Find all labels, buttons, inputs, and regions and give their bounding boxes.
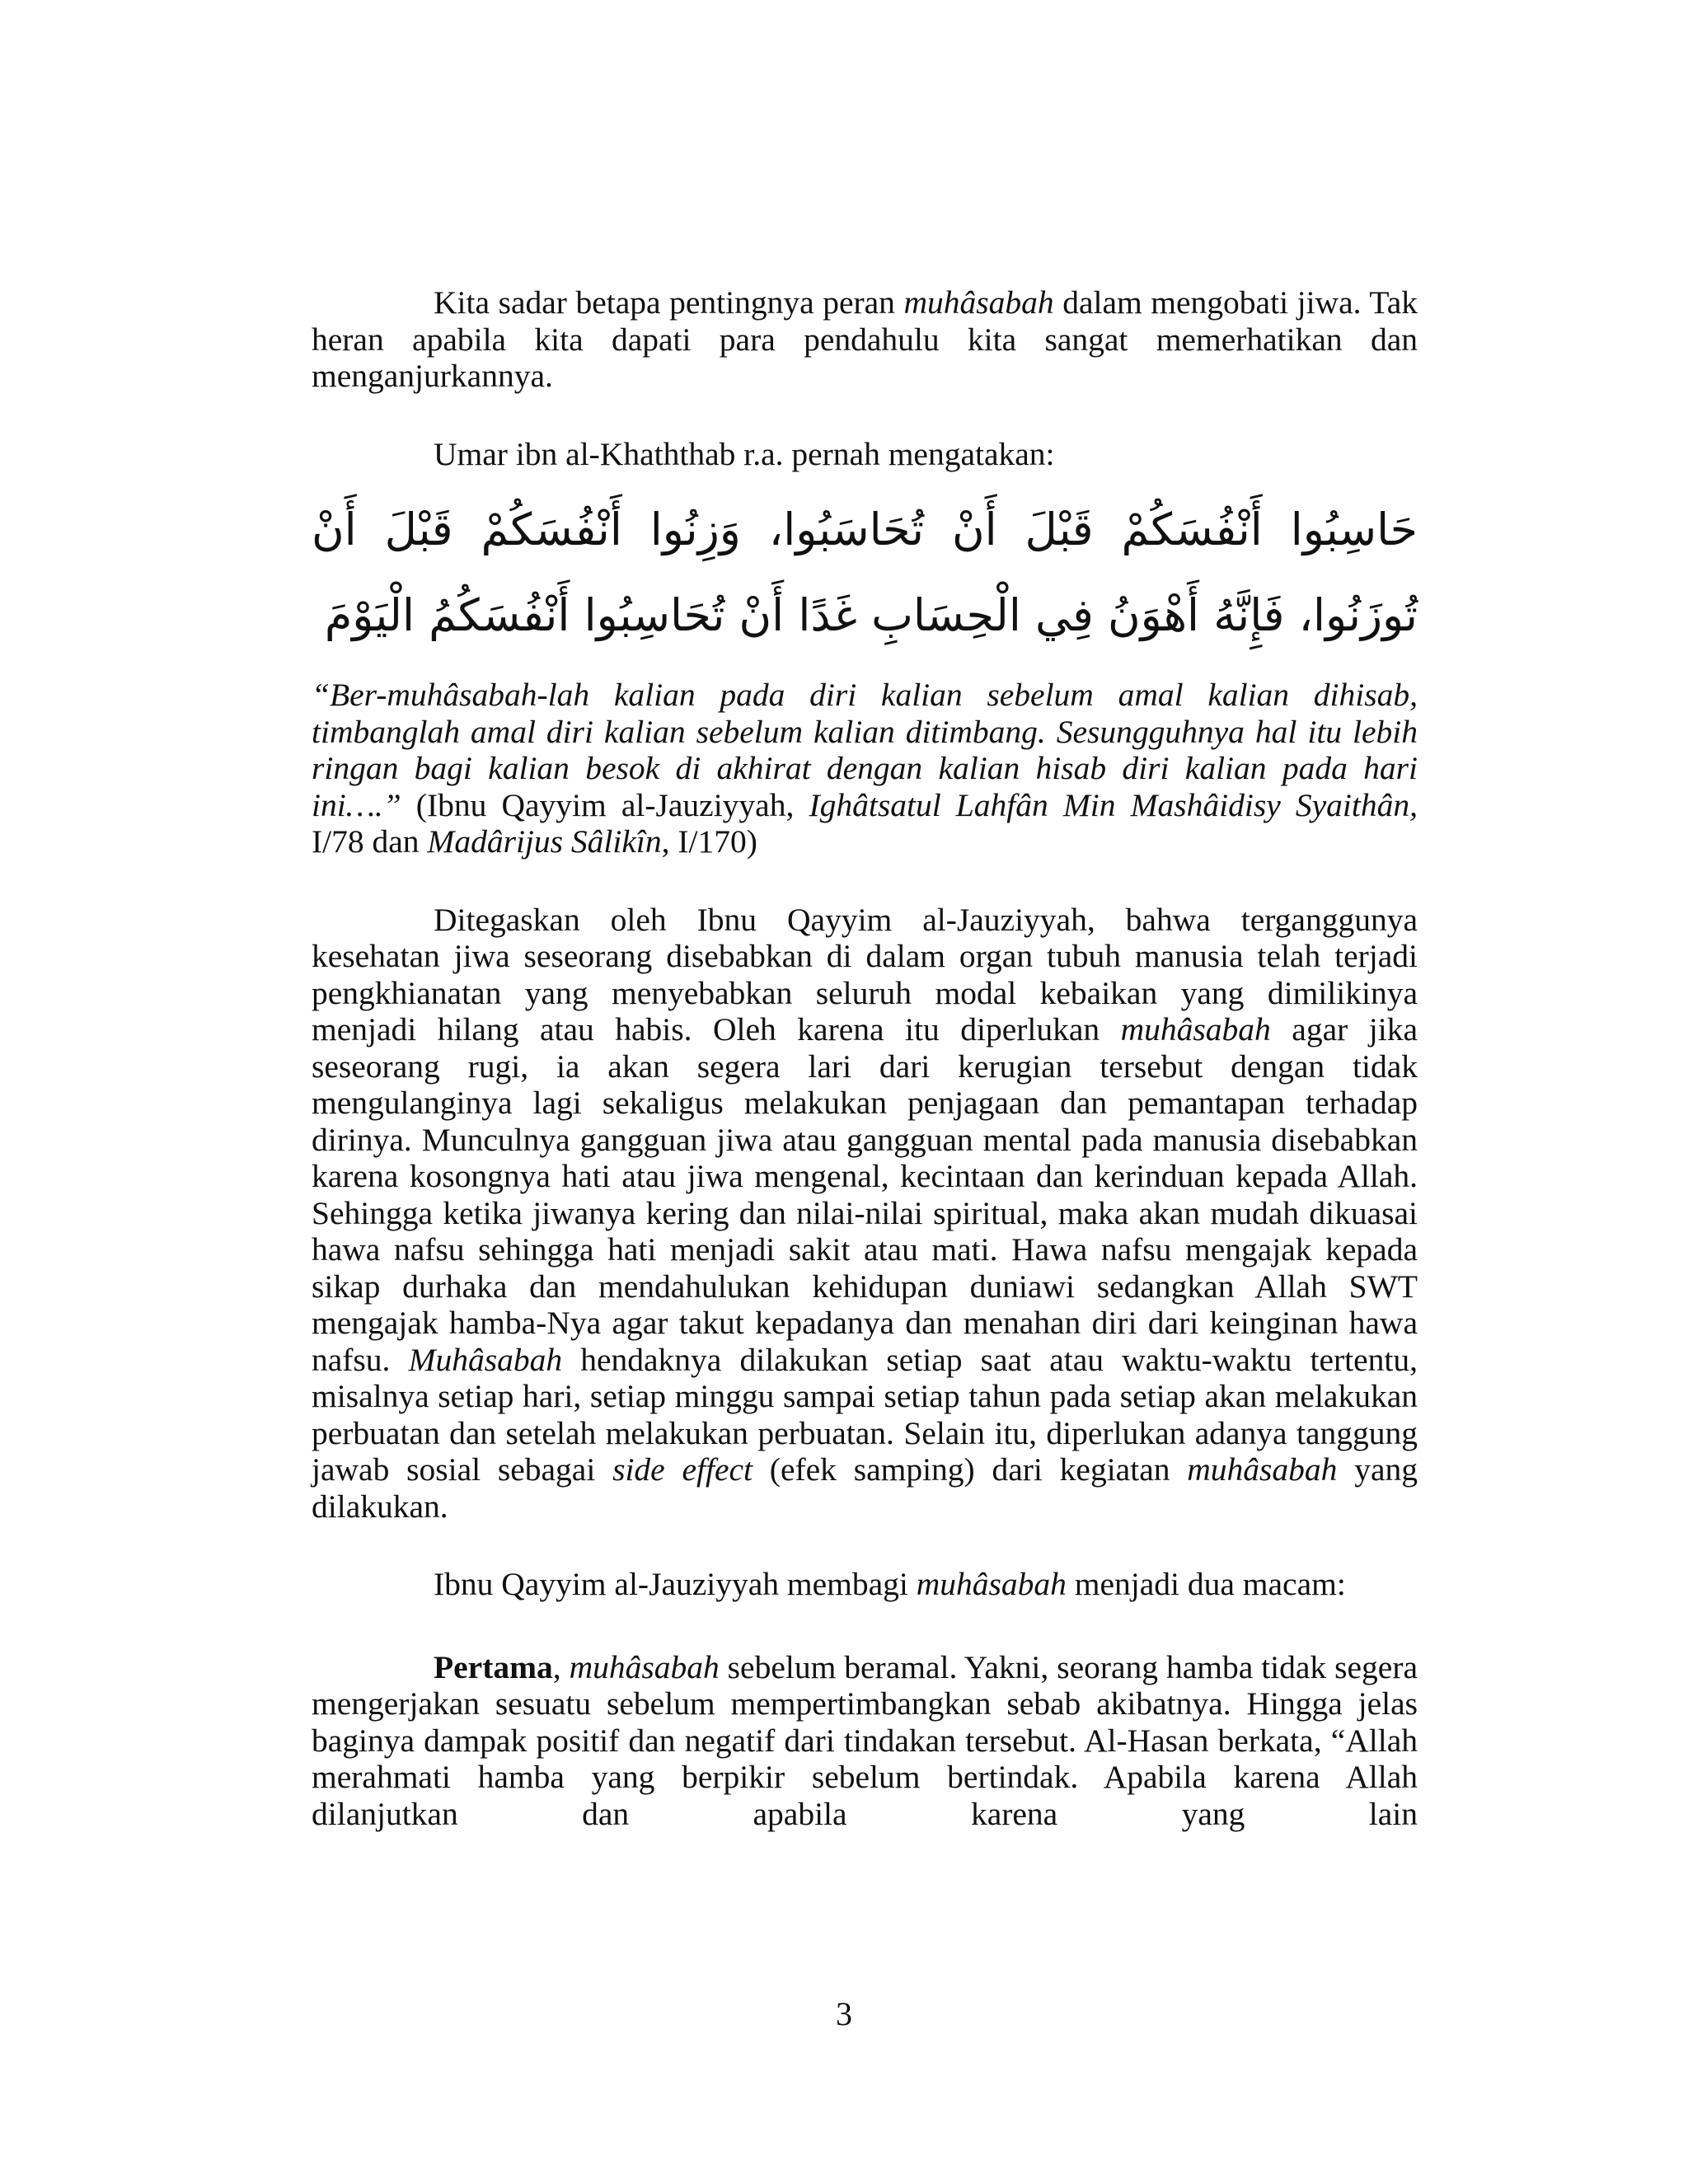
text-run: (efek samping) dari kegiatan <box>753 1451 1188 1488</box>
text-run: sebelum beramal. Yakni, seorang hamba tidak segera mengerjakan sesuatu sebelum mempertimbangkan sebab akibatnya. Hingga jelas baginya dampak positif dan negatif dari tindakan tersebut. Al-Hasan berkata, “Allah merahmati hamba yang berpikir sebelum bertindak. Apabila karena Allah dilanjutkan dan apabila karena yang lain <box>312 1648 1418 1832</box>
text-run: agar jika seseorang rugi, ia akan segera lari dari kerugian tersebut dengan tidak mengulanginya lagi sekaligus melakukan penjagaan dan pemantapan terhadap dirinya. Munculnya gangguan jiwa atau gangguan mental pada manusia disebabkan karena kosongnya hati atau jiwa mengenal, kecintaan dan kerinduan kepada Allah. Sehingga ketika jiwanya kering dan nilai-nilai spiritual, maka akan mudah dikuasai hawa nafsu sehingga hati menjadi sakit atau mati. Hawa nafsu mengajak kepada sikap durhaka dan mendahulukan kehidupan duniawi sedangkan Allah SWT mengajak hamba-Nya agar takut kepadanya dan menahan diri dari keinginan hawa nafsu. <box>312 1011 1418 1378</box>
text-run: Umar ibn al-Khaththab r.a. pernah mengatakan: <box>434 435 1055 472</box>
page-number: 3 <box>836 1995 852 2032</box>
text-run: Kita sadar betapa pentingnya peran <box>434 284 904 321</box>
paragraph-two-types <box>312 1566 1418 1603</box>
paragraph-umar-quote-intro <box>312 436 1418 473</box>
translation-quote: “Ber-muhâsabah-lah kalian pada diri kalian sebelum amal kalian dihisab, timbanglah amal diri kalian sebelum kalian ditimbang. Sesungguhnya hal itu lebih ringan bagi kalian besok di akhirat dengan kalian hisab diri kalian pada hari ini….” <box>312 677 1418 823</box>
text-run: yang dilakukan. <box>312 1451 1418 1525</box>
italic-term: muhâsabah <box>916 1566 1067 1602</box>
italic-term: side effect <box>612 1451 753 1488</box>
text-run: , <box>552 1648 570 1685</box>
paragraph-pertama <box>312 1649 1418 1833</box>
text-run: dalam mengobati jiwa. Tak heran apabila kita dapati para pendahulu kita sangat memerhatikan dan menganjurkannya. <box>312 284 1418 394</box>
italic-book-title: Ighâtsatul Lahfân Min Mashâidisy Syaithân, <box>809 786 1418 823</box>
document-body <box>312 284 1418 1832</box>
text-run: I/78 dan <box>312 823 428 860</box>
italic-term: muhâsabah <box>903 284 1054 321</box>
italic-term: muhâsabah <box>569 1648 720 1685</box>
italic-book-title: Madârijus Sâlikîn <box>427 823 662 860</box>
italic-term: Muhâsabah <box>408 1341 563 1378</box>
translation-paragraph <box>312 677 1418 860</box>
paragraph-ibnu-qayyim <box>312 902 1418 1526</box>
italic-term: muhâsabah <box>1120 1011 1271 1047</box>
bold-term: Pertama <box>434 1648 553 1685</box>
text-run: Ditegaskan oleh Ibnu Qayyim al-Jauziyyah, bahwa terganggunya kesehatan jiwa seseorang disebabkan di dalam organ tubuh manusia telah terjadi pengkhianatan yang menyebabkan seluruh modal kebaikan yang dimilikinya menjadi hilang atau habis. Oleh karena itu diperlukan <box>312 901 1418 1047</box>
text-run: menjadi dua macam: <box>1066 1566 1346 1602</box>
text-run: , I/170) <box>661 823 757 860</box>
text-run: hendaknya dilakukan setiap saat atau waktu-waktu tertentu, misalnya setiap hari, setiap minggu sampai setiap tahun pada setiap akan melakukan perbuatan dan setelah melakukan perbuatan. Selain itu, diperlukan adanya tanggung jawab sosial sebagai <box>312 1341 1418 1488</box>
text-run: Ibnu Qayyim al-Jauziyyah membagi <box>434 1566 917 1602</box>
text-run: (Ibnu Qayyim al-Jauziyyah, <box>401 786 809 823</box>
paragraph-intro <box>312 284 1418 395</box>
arabic-quote: حَاسِبُوا أَنْفُسَكُمْ قَبْلَ أَنْ تُحَاسَبُوا، وَزِنُوا أَنْفُسَكُمْ قَبْلَ أَنْ تُوزَنُوا، فَإِنَّهُ أَهْوَنُ فِي الْحِسَابِ غَدًا أَنْ تُحَاسِبُوا أَنْفُسَكُمُ الْيَوْمَ <box>312 504 1418 641</box>
italic-term: muhâsabah <box>1187 1451 1338 1488</box>
